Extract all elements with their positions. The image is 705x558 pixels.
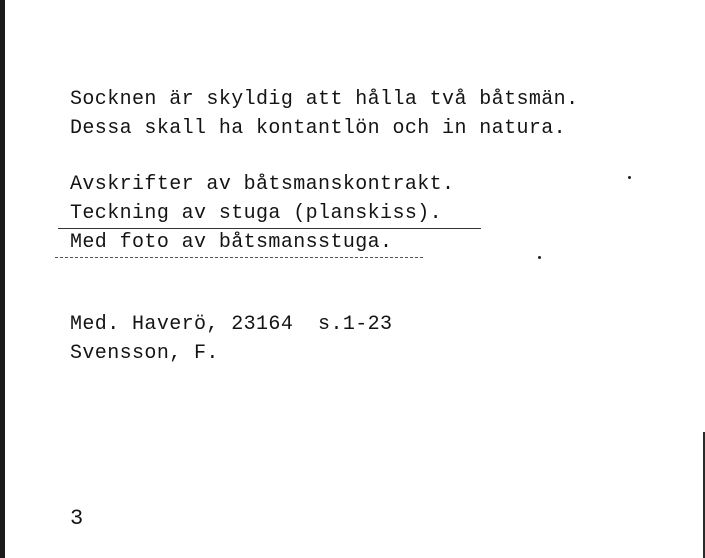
- text-line-cottage-drawing: Teckning av stuga (planskiss).: [70, 202, 443, 225]
- page-number: 3: [70, 506, 84, 531]
- underline-photo: [55, 257, 423, 258]
- text-line-author: Svensson, F.: [70, 342, 219, 365]
- ink-speck: [538, 256, 541, 259]
- text-line-contract-copies: Avskrifter av båtsmanskontrakt.: [70, 173, 455, 196]
- text-line-obligation: Socknen är skyldig att hålla två båtsmän.: [70, 88, 579, 111]
- text-line-reference: Med. Haverö, 23164 s.1-23: [70, 313, 393, 336]
- text-line-payment: Dessa skall ha kontantlön och in natura.: [70, 117, 567, 140]
- card-left-edge: [0, 0, 5, 558]
- underline-drawing: [58, 228, 481, 229]
- ink-speck: [628, 176, 631, 179]
- text-line-cottage-photo: Med foto av båtsmansstuga.: [70, 231, 393, 254]
